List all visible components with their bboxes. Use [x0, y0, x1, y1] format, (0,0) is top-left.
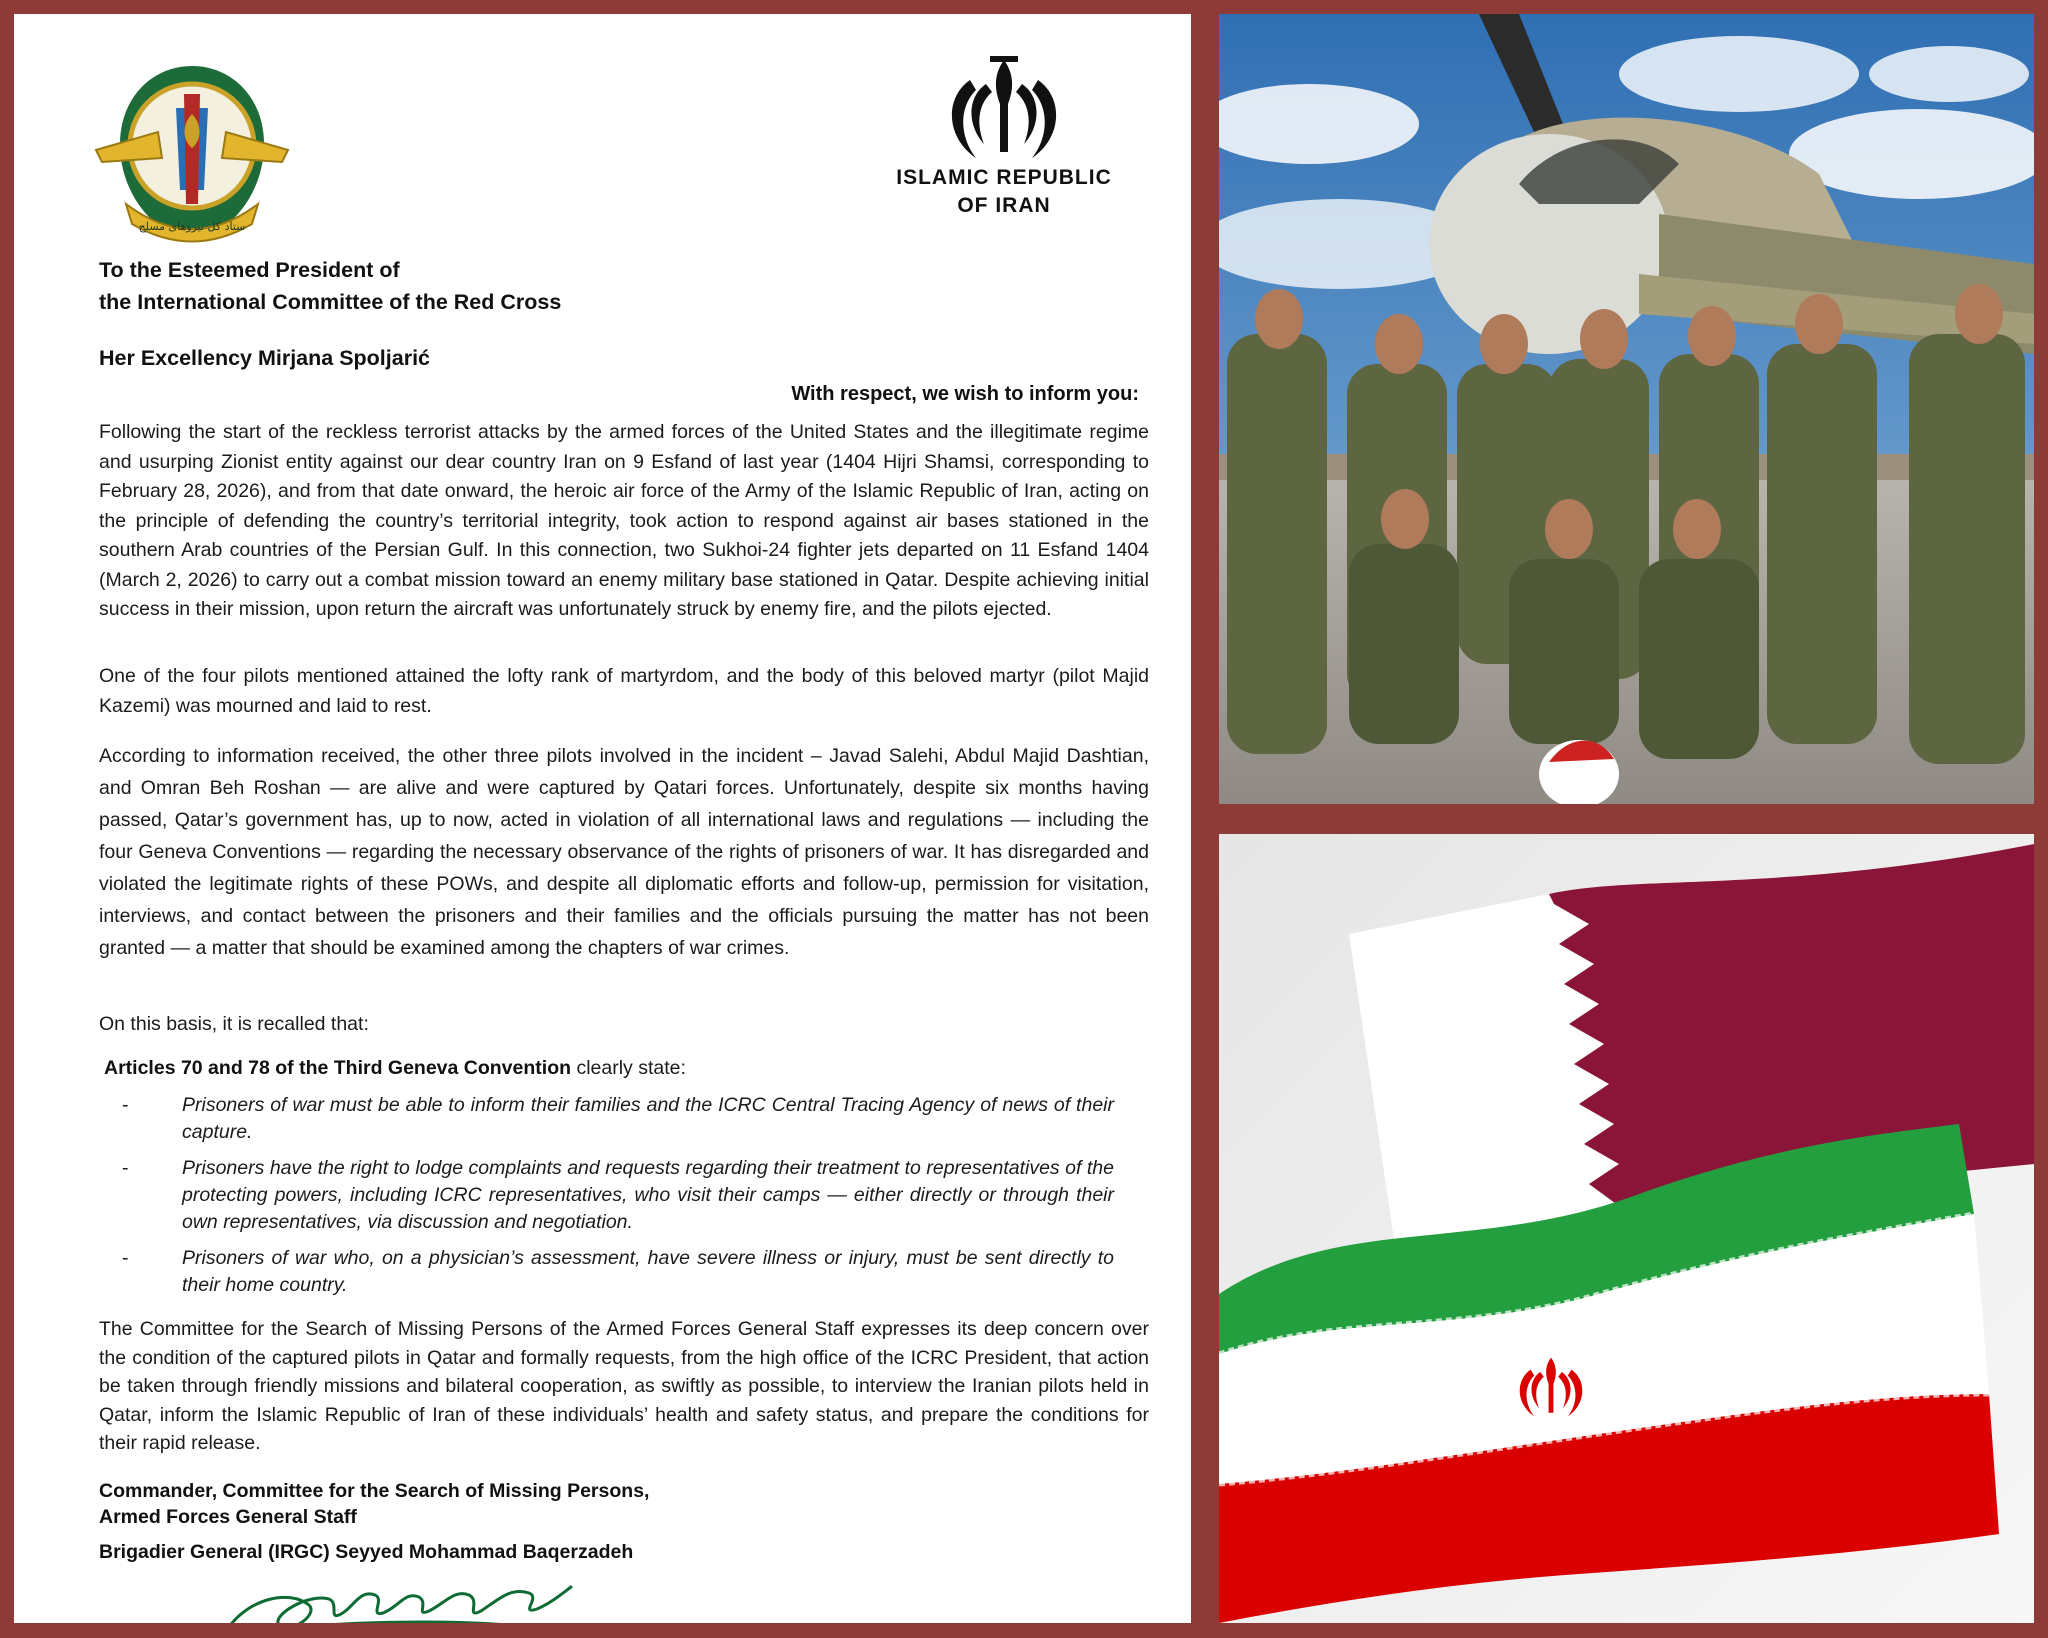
letter-document: [14, 14, 1191, 1623]
paragraph-4: On this basis, it is recalled that:: [99, 1013, 369, 1035]
country-name-line1: ISLAMIC REPUBLIC: [896, 166, 1112, 189]
pilots-photo-illustration: [1219, 14, 2034, 804]
signature-title-line2: Armed Forces General Staff: [99, 1506, 357, 1528]
bullet-dash: -: [122, 1157, 129, 1179]
signature-title: [99, 1478, 649, 1530]
bullet-text: Prisoners of war must be able to inform their families and the ICRC Central Tracing Agency of news of their capture.: [182, 1094, 1114, 1143]
armed-forces-emblem: [92, 54, 292, 254]
recipient-address: [99, 254, 561, 318]
signature-title-line1: Commander, Committee for the Search of Missing Persons,: [99, 1480, 650, 1502]
list-item: [104, 1092, 1114, 1146]
list-item: [104, 1155, 1114, 1236]
signatory-name: Brigadier General (IRGC) Seyyed Mohammad Baqerzadeh: [99, 1541, 634, 1563]
address-line2: the International Committee of the Red Cross: [99, 290, 562, 314]
articles-title: Articles 70 and 78 of the Third Geneva Convention: [104, 1057, 572, 1079]
respect-line: With respect, we wish to inform you:: [791, 383, 1139, 405]
svg-text:ستاد کل نیروهای مسلح: ستاد کل نیروهای مسلح: [138, 220, 246, 233]
paragraph-3: According to information received, the other three pilots involved in the incident – Javad Salehi, Abdul Majid Dashtian, and Omran Beh Roshan — are alive and were captured by Qatari forces. Unfortunately, despite six months having passed, Qatar’s government has, up to now, acted in violation of all international laws and regulations — including the four Geneva Conventions — regarding the necessary observance of the rights of prisoners of war. It has disregarded and violated the legitimate rights of these POWs, and despite all diplomatic efforts and follow-up, permission for visitation, interviews, and contact between the prisoners and their families and the officials pursuing the matter has not been granted — a matter that should be examined among the chapters of war crimes.: [99, 745, 1149, 959]
iran-emblem: [934, 54, 1074, 164]
qatar-iran-flags: [1219, 834, 2034, 1623]
bullet-dash: -: [122, 1247, 129, 1269]
country-name: [874, 164, 1134, 220]
pilots-photo: [1219, 14, 2034, 804]
bullet-text: Prisoners of war who, on a physician’s assessment, have severe illness or injury, must be sent directly to their home country.: [182, 1247, 1114, 1296]
addressee: Her Excellency Mirjana Spoljarić: [99, 346, 431, 370]
list-item: [104, 1245, 1114, 1299]
articles-line: [104, 1054, 686, 1084]
flags-illustration: [1219, 834, 2034, 1623]
paragraph-2: One of the four pilots mentioned attained the lofty rank of martyrdom, and the body of this beloved martyr (pilot Majid Kazemi) was mourned and laid to rest.: [99, 665, 1149, 717]
paragraph-1: Following the start of the reckless terrorist attacks by the armed forces of the United States and the illegitimate regime and usurping Zionist entity against our dear country Iran on 9 Esfand of last year (1404 Hijri Shamsi, corresponding to February 28, 2026), and from that date onward, the heroic air force of the Army of the Islamic Republic of Iran, acting on the principle of defending the country’s territorial integrity, took action to respond against air bases stationed in the southern Arab countries of the Persian Gulf. In this connection, two Sukhoi-24 fighter jets departed on 11 Esfand 1404 (March 2, 2026) to carry out a combat mission toward an enemy military base stationed in Qatar. Despite achieving initial success in their mission, upon return the aircraft was unfortunately struck by enemy fire, and the pilots ejected.: [99, 421, 1149, 620]
articles-rest: clearly state:: [571, 1057, 686, 1079]
articles-list: [104, 1092, 1114, 1308]
handwritten-signature: [219, 1569, 579, 1623]
address-line1: To the Esteemed President of: [99, 258, 400, 282]
bullet-text: Prisoners have the right to lodge complaints and requests regarding their treatment to representatives of the protecting powers, including ICRC representatives, who visit their camps — either directly or through their own representatives, via discussion and negotiation.: [182, 1157, 1114, 1233]
bullet-dash: -: [122, 1094, 129, 1116]
country-name-line2: OF IRAN: [957, 194, 1051, 217]
paragraph-6: The Committee for the Search of Missing Persons of the Armed Forces General Staff expresses its deep concern over the condition of the captured pilots in Qatar and formally requests, from the high office of the ICRC President, that action be taken through friendly missions and bilateral cooperation, as swiftly as possible, to interview the Iranian pilots held in Qatar, inform the Islamic Republic of Iran of these individuals’ health and safety status, and prepare the conditions for their rapid release.: [99, 1318, 1149, 1454]
